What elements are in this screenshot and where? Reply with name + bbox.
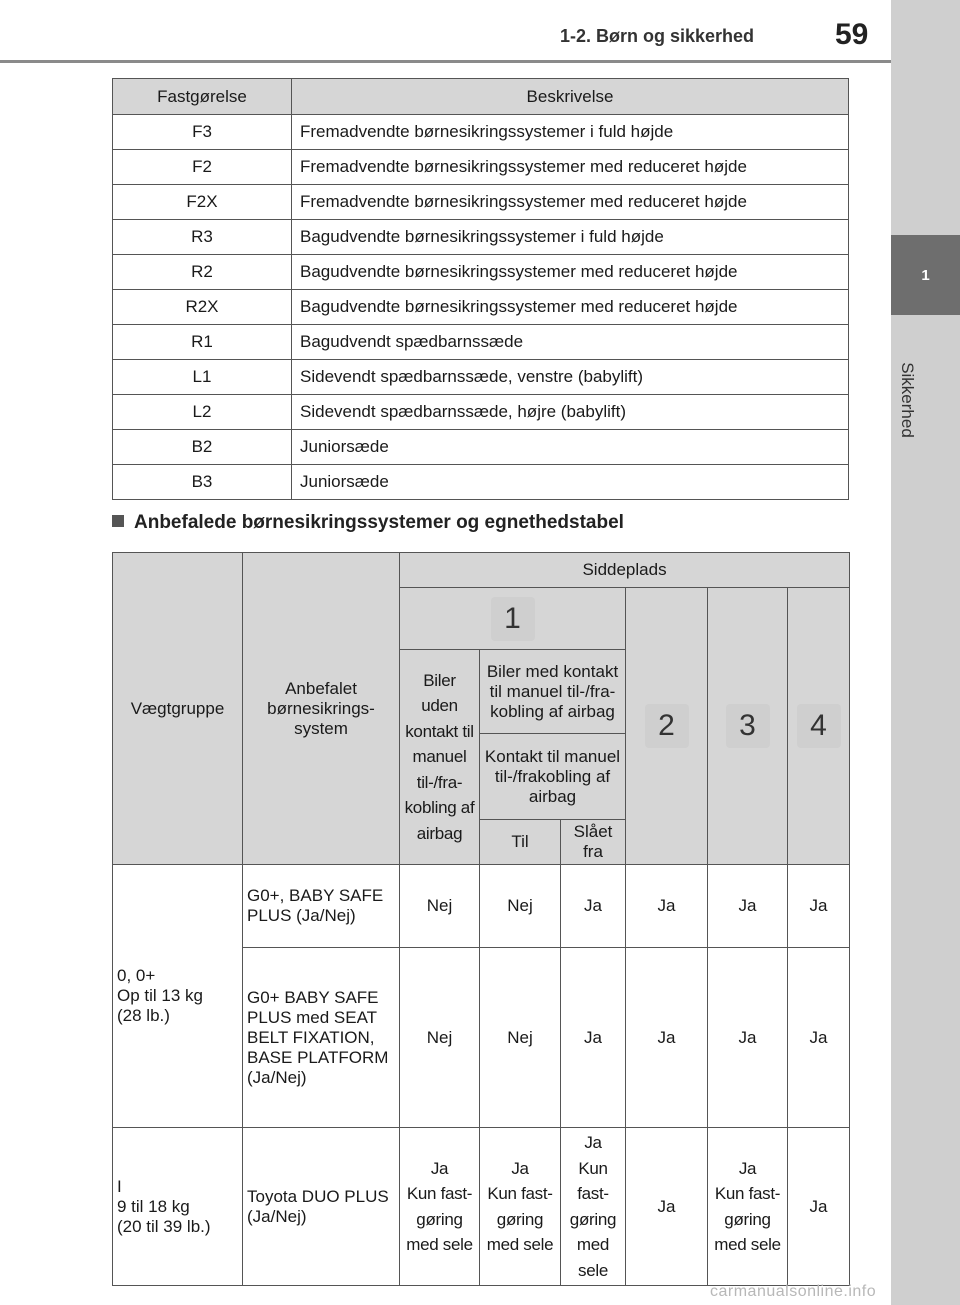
attachment-description: Bagudvendte børnesikringssystemer i fuld højde — [292, 220, 849, 255]
cars-with-switch-header: Biler med kontakt til manuel til-/fra-kobling af airbag — [480, 650, 626, 734]
value-cell: Ja — [561, 865, 626, 948]
value-cell: Nej — [400, 948, 480, 1128]
attachment-description: Juniorsæde — [292, 430, 849, 465]
system-cell: Toyota DUO PLUS (Ja/Nej) — [243, 1128, 400, 1286]
table-row — [113, 150, 849, 185]
attachment-code: L2 — [113, 395, 292, 430]
seat-2-icon: 2 — [645, 704, 689, 748]
watermark: carmanualsonline.info — [710, 1283, 877, 1300]
value-cell: Ja — [788, 865, 850, 948]
table-row — [113, 395, 849, 430]
attachment-code: R1 — [113, 325, 292, 360]
value-cell — [400, 1128, 480, 1286]
attachment-code: L1 — [113, 360, 292, 395]
value-cell: Nej — [400, 865, 480, 948]
table-row — [113, 325, 849, 360]
attachment-code: B2 — [113, 430, 292, 465]
attachment-description: Fremadvendte børnesikringssystemer med reduceret højde — [292, 185, 849, 220]
value-note: Kun fast-gøring med sele — [569, 1158, 617, 1280]
attachment-table — [112, 78, 849, 500]
table-header-row — [113, 79, 849, 115]
table-row — [113, 865, 850, 948]
attachment-code: F2X — [113, 185, 292, 220]
page-number: 59 — [835, 18, 869, 51]
weight-group-cell: 0, 0+ Op til 13 kg (28 lb.) — [113, 865, 243, 1128]
seat-position-1 — [400, 588, 626, 650]
value-cell: Ja — [626, 1128, 708, 1286]
attachment-code: R2 — [113, 255, 292, 290]
value-cell: Ja — [626, 865, 708, 948]
attachment-description: Sidevendt spædbarnssæde, højre (babylift) — [292, 395, 849, 430]
table-row — [113, 290, 849, 325]
attachment-code: F2 — [113, 150, 292, 185]
value-cell — [480, 1128, 561, 1286]
attachment-description: Bagudvendt spædbarnssæde — [292, 325, 849, 360]
value-cell: Ja — [626, 948, 708, 1128]
chapter-label-text: Sikkerhed — [898, 362, 918, 438]
value-cell: Ja — [708, 865, 788, 948]
system-cell: G0+ BABY SAFE PLUS med SEAT BELT FIXATION, BASE PLATFORM (Ja/Nej) — [243, 948, 400, 1128]
attachment-description: Juniorsæde — [292, 465, 849, 500]
attachment-code: B3 — [113, 465, 292, 500]
table-header-row — [113, 553, 850, 588]
table-row — [113, 220, 849, 255]
header-divider — [0, 60, 891, 63]
seat-4-icon: 4 — [797, 704, 841, 748]
seat-1-icon: 1 — [491, 597, 535, 641]
attachment-code: F3 — [113, 115, 292, 150]
square-bullet-icon — [112, 515, 124, 527]
value-note: Kun fast-gøring med sele — [406, 1184, 473, 1254]
column-header: Beskrivelse — [292, 79, 849, 115]
table-row — [113, 1128, 850, 1286]
value-note: Kun fast-gøring med sele — [486, 1184, 554, 1254]
value-cell: Nej — [480, 865, 561, 948]
recommended-system-header: Anbefalet børnesikrings-system — [243, 553, 400, 865]
section-heading — [112, 512, 624, 534]
table-row — [113, 115, 849, 150]
value-text: Ja — [738, 1158, 757, 1178]
value-cell: Nej — [480, 948, 561, 1128]
value-text: Ja — [584, 1133, 602, 1152]
attachment-description: Fremadvendte børnesikringssystemer i fuld højde — [292, 115, 849, 150]
table-row — [113, 430, 849, 465]
attachment-description: Bagudvendte børnesikringssystemer med reduceret højde — [292, 255, 849, 290]
airbag-switch-header: Kontakt til manuel til-/frakobling af airbag — [480, 734, 626, 820]
seat-position-4 — [788, 588, 850, 865]
table-row — [113, 255, 849, 290]
seat-3-icon: 3 — [726, 704, 770, 748]
table-row — [113, 360, 849, 395]
table-row — [113, 465, 849, 500]
switch-off-header: Slået fra — [561, 820, 626, 865]
attachment-description: Sidevendt spædbarnssæde, venstre (babylift) — [292, 360, 849, 395]
value-cell: Ja — [561, 948, 626, 1128]
chapter-label — [887, 330, 927, 470]
value-text: Ja — [430, 1158, 449, 1178]
value-note: Kun fast-gøring med sele — [714, 1184, 781, 1254]
seat-position-2 — [626, 588, 708, 865]
cars-without-switch-header: Biler uden kontakt til manuel til-/fra-kobling af airbag — [400, 650, 480, 865]
weight-group-header: Vægtgruppe — [113, 553, 243, 865]
value-cell — [708, 1128, 788, 1286]
table-row — [113, 185, 849, 220]
chapter-sidebar — [891, 0, 960, 1305]
attachment-description: Fremadvendte børnesikringssystemer med reduceret højde — [292, 150, 849, 185]
section-heading-text: Anbefalede børnesikringssystemer og egnethedstabel — [134, 512, 624, 533]
value-cell — [561, 1128, 626, 1286]
attachment-code: R2X — [113, 290, 292, 325]
attachment-code: R3 — [113, 220, 292, 255]
system-cell: G0+, BABY SAFE PLUS (Ja/Nej) — [243, 865, 400, 948]
attachment-description: Bagudvendte børnesikringssystemer med reduceret højde — [292, 290, 849, 325]
column-header: Fastgørelse — [113, 79, 292, 115]
switch-on-header: Til — [480, 820, 561, 865]
seat-position-header: Siddeplads — [400, 553, 850, 588]
seat-position-3 — [708, 588, 788, 865]
value-cell: Ja — [788, 1128, 850, 1286]
value-cell: Ja — [708, 948, 788, 1128]
section-title: 1-2. Børn og sikkerhed — [560, 26, 755, 46]
chapter-number-tab[interactable]: 1 — [891, 235, 960, 315]
value-cell: Ja — [788, 948, 850, 1128]
value-text: Ja — [511, 1158, 529, 1178]
suitability-table — [112, 552, 850, 1286]
weight-group-cell: I 9 til 18 kg (20 til 39 lb.) — [113, 1128, 243, 1286]
